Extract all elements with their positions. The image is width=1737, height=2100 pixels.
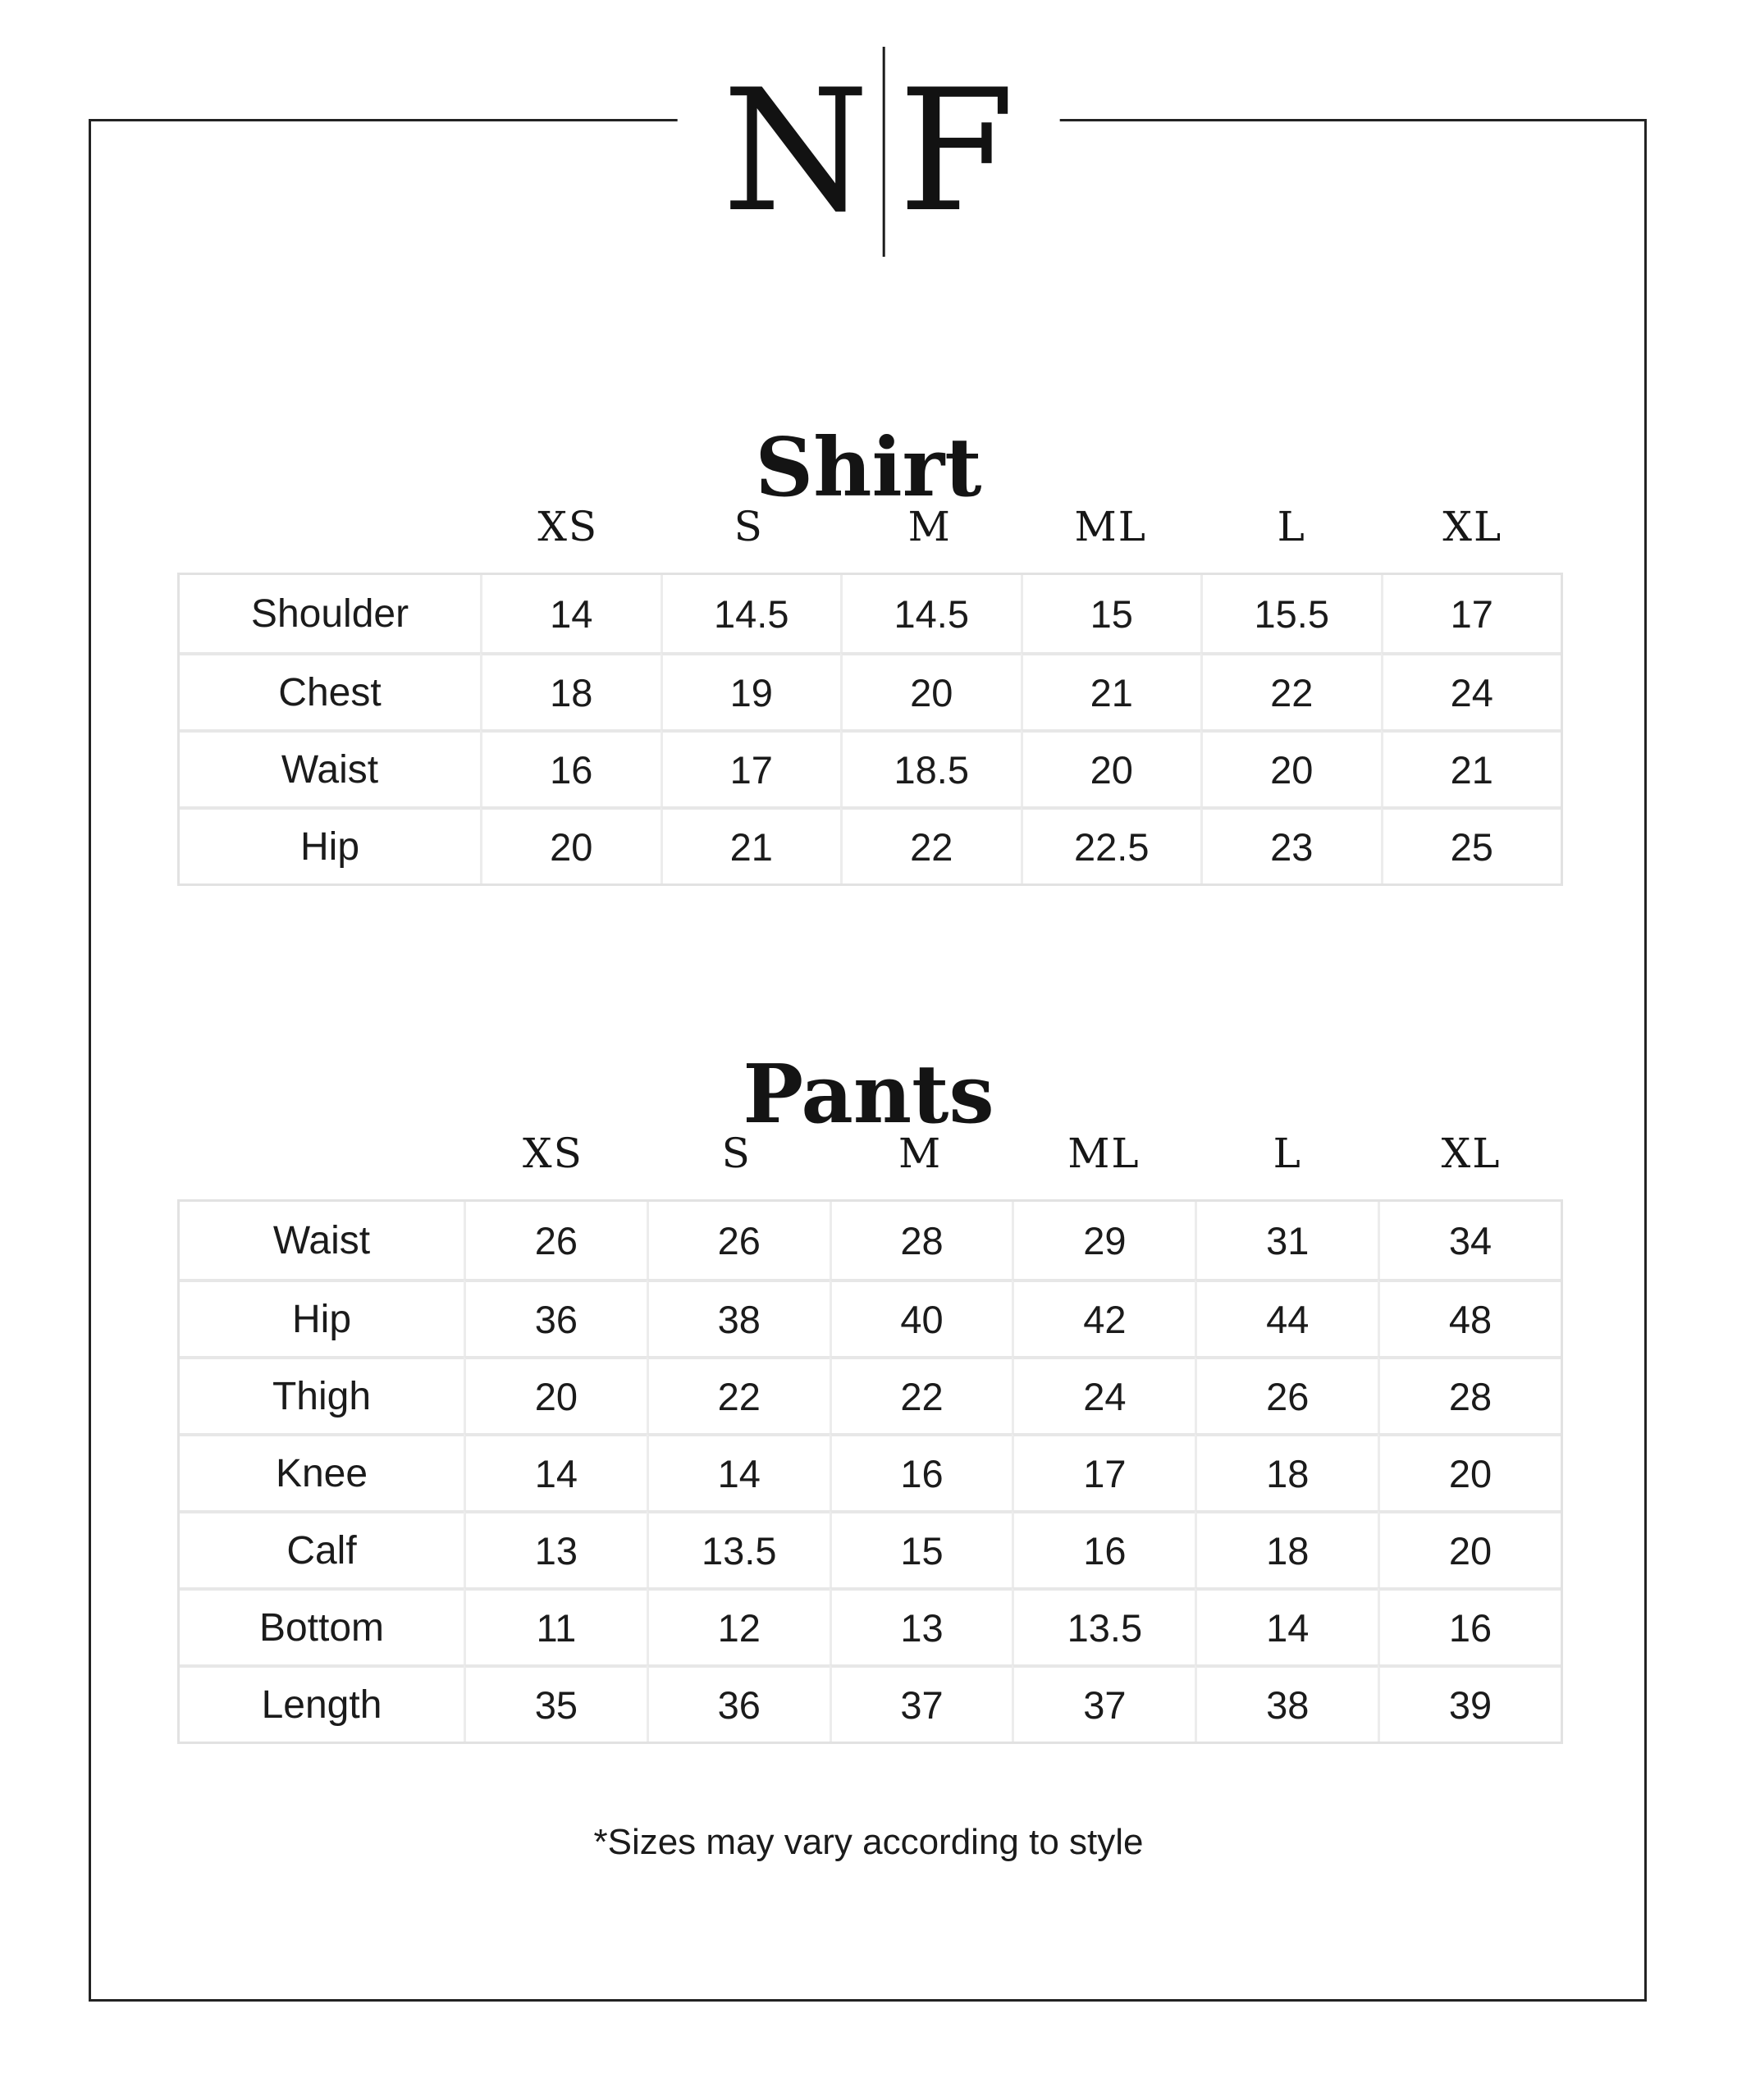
- value-cell-waist-xs: 16: [480, 729, 661, 806]
- size-header-m: M: [907, 503, 952, 550]
- row-label-hip: Hip: [180, 806, 480, 883]
- value-cell-waist-m: 18.5: [840, 729, 1021, 806]
- value-cell-calf-l: 18: [1195, 1510, 1378, 1587]
- value-cell-length-l: 38: [1195, 1664, 1378, 1742]
- value-cell-waist-s: 17: [661, 729, 841, 806]
- value-cell-hip-ml: 42: [1012, 1279, 1195, 1356]
- value-cell-hip-s: 21: [661, 806, 841, 883]
- value-cell-hip-m: 22: [840, 806, 1021, 883]
- size-header-s: S: [721, 1130, 752, 1177]
- value-cell-shoulder-xl: 17: [1381, 575, 1561, 652]
- size-header-spacer: [177, 500, 478, 553]
- value-cell-knee-l: 18: [1195, 1433, 1378, 1510]
- value-cell-shoulder-l: 15.5: [1200, 575, 1381, 652]
- brand-logo: [677, 47, 1060, 257]
- value-cell-knee-s: 14: [647, 1433, 830, 1510]
- value-cell-bottom-m: 13: [830, 1587, 1012, 1664]
- row-label-hip: Hip: [180, 1279, 464, 1356]
- value-cell-hip-xl: 48: [1378, 1279, 1561, 1356]
- shirt-size-header-row: [177, 500, 1563, 553]
- value-cell-chest-xl: 24: [1381, 652, 1561, 729]
- value-cell-chest-ml: 21: [1021, 652, 1201, 729]
- size-header-l: L: [1277, 503, 1306, 550]
- pants-section-title: Pants: [743, 1048, 994, 1143]
- value-cell-waist-ml: 29: [1012, 1202, 1195, 1279]
- value-cell-bottom-l: 14: [1195, 1587, 1378, 1664]
- value-cell-waist-xs: 26: [464, 1202, 647, 1279]
- pants-size-header-row: [177, 1127, 1563, 1180]
- value-cell-bottom-xl: 16: [1378, 1587, 1561, 1664]
- value-cell-shoulder-m: 14.5: [840, 575, 1021, 652]
- row-label-bottom: Bottom: [180, 1587, 464, 1664]
- value-cell-hip-s: 38: [647, 1279, 830, 1356]
- size-header-spacer: [177, 1127, 461, 1180]
- row-label-chest: Chest: [180, 652, 480, 729]
- value-cell-hip-l: 44: [1195, 1279, 1378, 1356]
- value-cell-knee-ml: 17: [1012, 1433, 1195, 1510]
- value-cell-chest-l: 22: [1200, 652, 1381, 729]
- value-cell-hip-ml: 22.5: [1021, 806, 1201, 883]
- value-cell-length-xl: 39: [1378, 1664, 1561, 1742]
- value-cell-waist-xl: 21: [1381, 729, 1561, 806]
- value-cell-calf-s: 13.5: [647, 1510, 830, 1587]
- size-header-ml: ML: [1074, 503, 1147, 550]
- row-label-waist: Waist: [180, 1202, 464, 1279]
- value-cell-thigh-s: 22: [647, 1356, 830, 1433]
- value-cell-thigh-ml: 24: [1012, 1356, 1195, 1433]
- value-cell-calf-ml: 16: [1012, 1510, 1195, 1587]
- logo-letter-f: F: [898, 53, 1015, 249]
- value-cell-length-ml: 37: [1012, 1664, 1195, 1742]
- row-label-thigh: Thigh: [180, 1356, 464, 1433]
- value-cell-bottom-ml: 13.5: [1012, 1587, 1195, 1664]
- row-label-shoulder: Shoulder: [180, 575, 480, 652]
- logo-divider-line: [883, 47, 885, 257]
- value-cell-hip-m: 40: [830, 1279, 1012, 1356]
- value-cell-shoulder-ml: 15: [1021, 575, 1201, 652]
- row-label-calf: Calf: [180, 1510, 464, 1587]
- value-cell-thigh-m: 22: [830, 1356, 1012, 1433]
- value-cell-knee-xs: 14: [464, 1433, 647, 1510]
- value-cell-bottom-xs: 11: [464, 1587, 647, 1664]
- value-cell-waist-l: 31: [1195, 1202, 1378, 1279]
- value-cell-chest-m: 20: [840, 652, 1021, 729]
- value-cell-bottom-s: 12: [647, 1587, 830, 1664]
- pants-size-table: [177, 1199, 1563, 1744]
- shirt-size-table: [177, 573, 1563, 886]
- value-cell-hip-xl: 25: [1381, 806, 1561, 883]
- row-label-length: Length: [180, 1664, 464, 1742]
- value-cell-hip-xs: 36: [464, 1279, 647, 1356]
- value-cell-chest-s: 19: [661, 652, 841, 729]
- value-cell-length-xs: 35: [464, 1664, 647, 1742]
- logo-letter-n: N: [722, 53, 870, 249]
- row-label-waist: Waist: [180, 729, 480, 806]
- size-header-s: S: [734, 503, 764, 550]
- value-cell-waist-s: 26: [647, 1202, 830, 1279]
- value-cell-shoulder-s: 14.5: [661, 575, 841, 652]
- size-header-xs: XS: [522, 1130, 583, 1177]
- value-cell-thigh-l: 26: [1195, 1356, 1378, 1433]
- value-cell-thigh-xs: 20: [464, 1356, 647, 1433]
- value-cell-waist-xl: 34: [1378, 1202, 1561, 1279]
- value-cell-thigh-xl: 28: [1378, 1356, 1561, 1433]
- size-header-m: M: [898, 1130, 943, 1177]
- size-disclaimer-note: *Sizes may vary according to style: [593, 1822, 1144, 1862]
- size-header-l: L: [1273, 1130, 1302, 1177]
- value-cell-waist-ml: 20: [1021, 729, 1201, 806]
- value-cell-calf-xs: 13: [464, 1510, 647, 1587]
- value-cell-length-s: 36: [647, 1664, 830, 1742]
- value-cell-length-m: 37: [830, 1664, 1012, 1742]
- size-header-xl: XL: [1442, 503, 1503, 550]
- value-cell-knee-m: 16: [830, 1433, 1012, 1510]
- value-cell-calf-m: 15: [830, 1510, 1012, 1587]
- value-cell-hip-l: 23: [1200, 806, 1381, 883]
- size-header-xs: XS: [537, 503, 599, 550]
- value-cell-calf-xl: 20: [1378, 1510, 1561, 1587]
- value-cell-hip-xs: 20: [480, 806, 661, 883]
- value-cell-shoulder-xs: 14: [480, 575, 661, 652]
- value-cell-chest-xs: 18: [480, 652, 661, 729]
- size-header-xl: XL: [1441, 1130, 1502, 1177]
- shirt-section-title: Shirt: [755, 421, 982, 516]
- row-label-knee: Knee: [180, 1433, 464, 1510]
- value-cell-waist-l: 20: [1200, 729, 1381, 806]
- value-cell-waist-m: 28: [830, 1202, 1012, 1279]
- value-cell-knee-xl: 20: [1378, 1433, 1561, 1510]
- size-header-ml: ML: [1067, 1130, 1140, 1177]
